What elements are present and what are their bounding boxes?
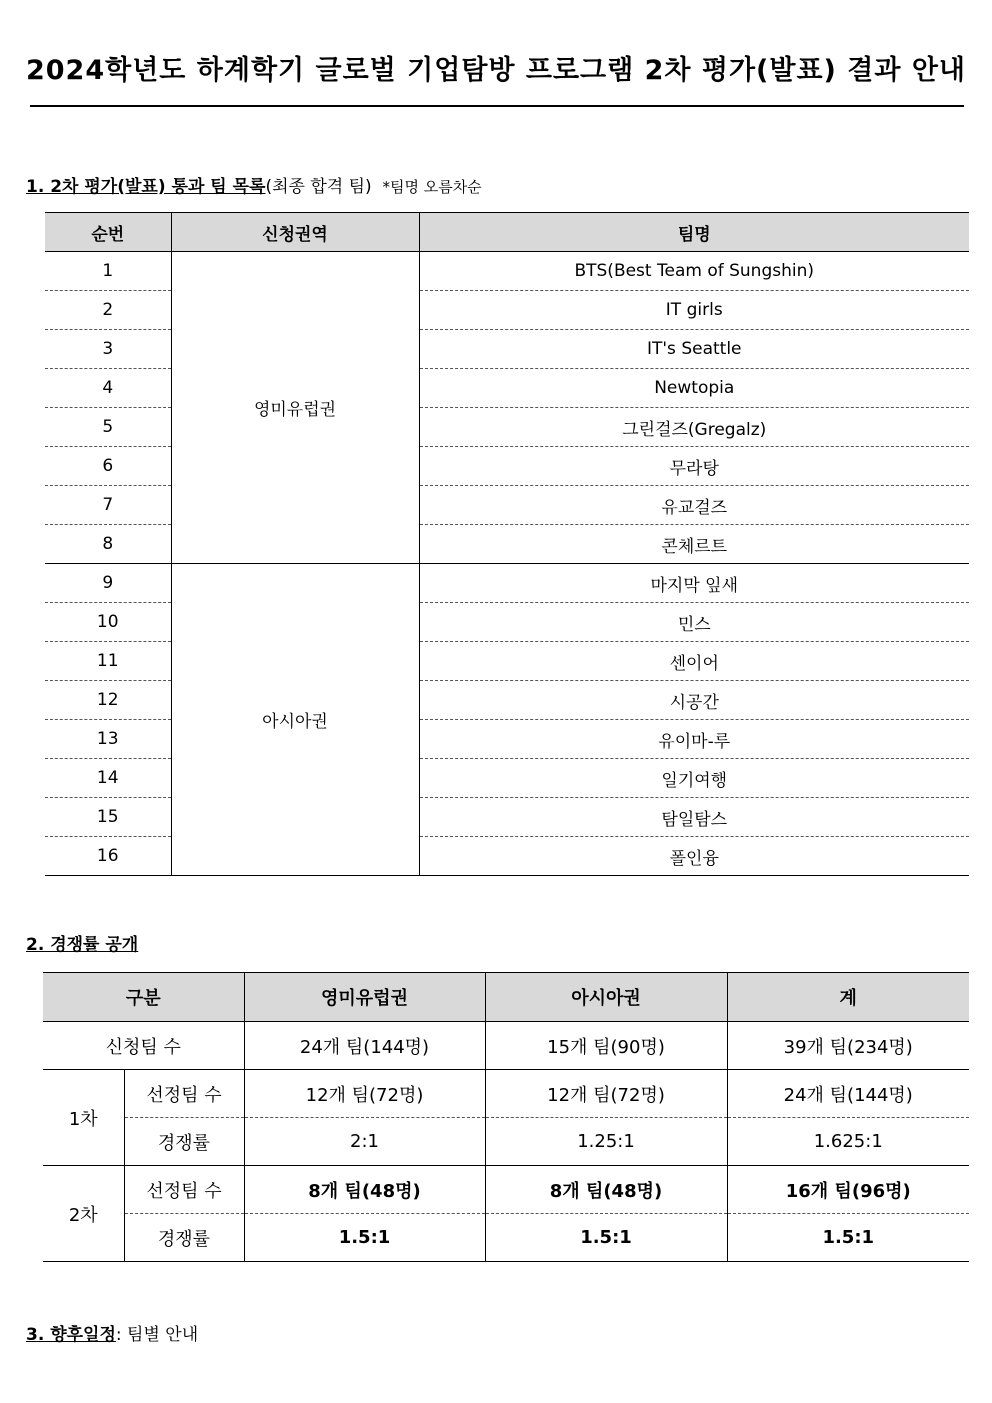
team-name: 무라탕 [419, 447, 969, 486]
round1-ratio-row [43, 1118, 969, 1166]
team-region: 영미유럽권 [171, 252, 419, 564]
team-name: Newtopia [419, 369, 969, 408]
apply-value: 39개 팀(234명) [727, 1022, 969, 1070]
round1-selected-value: 24개 팀(144명) [727, 1070, 969, 1118]
section3-title: 3. 향후일정 [26, 1325, 116, 1345]
section3-text: : 팀별 안내 [115, 1325, 199, 1345]
round2-selected-row [43, 1166, 969, 1214]
team-name: 탐일탐스 [419, 798, 969, 837]
team-no: 7 [45, 486, 171, 525]
title-divider [30, 105, 964, 107]
team-no: 1 [45, 252, 171, 291]
header-no: 순번 [45, 213, 171, 252]
header-team: 팀명 [419, 213, 969, 252]
team-name: IT's Seattle [419, 330, 969, 369]
teams-table [45, 212, 969, 876]
round1-selected-value: 12개 팀(72명) [244, 1070, 485, 1118]
team-name: 민스 [419, 603, 969, 642]
team-name: IT girls [419, 291, 969, 330]
header-category: 구분 [43, 973, 244, 1022]
team-row [45, 252, 969, 291]
apply-value: 24개 팀(144명) [244, 1022, 485, 1070]
teams-table-header [45, 213, 969, 252]
header-americas-europe: 영미유럽권 [244, 973, 485, 1022]
team-row [45, 564, 969, 603]
header-total: 계 [727, 973, 969, 1022]
team-name: 일기여행 [419, 759, 969, 798]
competition-table [43, 972, 969, 1262]
team-name: 폴인융 [419, 837, 969, 876]
round1-label: 1차 [43, 1070, 124, 1166]
competition-table-header [43, 973, 969, 1022]
section1-heading [26, 172, 482, 197]
team-no: 11 [45, 642, 171, 681]
apply-label: 신청팀 수 [43, 1022, 244, 1070]
round2-ratio-label: 경쟁률 [124, 1214, 244, 1262]
team-no: 14 [45, 759, 171, 798]
page-title: 2024학년도 하계학기 글로벌 기업탐방 프로그램 2차 평가(발표) 결과 안내 [25, 55, 967, 86]
team-no: 9 [45, 564, 171, 603]
team-no: 13 [45, 720, 171, 759]
round2-label: 2차 [43, 1166, 124, 1262]
round2-selected-label: 선정팀 수 [124, 1166, 244, 1214]
team-no: 4 [45, 369, 171, 408]
team-name: 유이마-루 [419, 720, 969, 759]
apply-value: 15개 팀(90명) [485, 1022, 727, 1070]
round2-selected-value: 8개 팀(48명) [244, 1166, 485, 1214]
round1-selected-value: 12개 팀(72명) [485, 1070, 727, 1118]
round2-ratio-value: 1.5:1 [727, 1214, 969, 1262]
round1-ratio-label: 경쟁률 [124, 1118, 244, 1166]
team-no: 5 [45, 408, 171, 447]
round2-ratio-row [43, 1214, 969, 1262]
round1-selected-row [43, 1070, 969, 1118]
team-name: 센이어 [419, 642, 969, 681]
round2-ratio-value: 1.5:1 [244, 1214, 485, 1262]
section1-note: *팀명 오름차순 [382, 178, 482, 196]
round2-selected-value: 16개 팀(96명) [727, 1166, 969, 1214]
section2-heading [26, 930, 138, 955]
team-no: 15 [45, 798, 171, 837]
section1-subtitle: (최종 합격 팀) [265, 177, 372, 197]
team-no: 6 [45, 447, 171, 486]
section1-title: 1. 2차 평가(발표) 통과 팀 목록 [26, 177, 266, 197]
team-no: 3 [45, 330, 171, 369]
team-no: 12 [45, 681, 171, 720]
team-name: 그린걸즈(Gregalz) [419, 408, 969, 447]
apply-row [43, 1022, 969, 1070]
team-no: 16 [45, 837, 171, 876]
round1-ratio-value: 2:1 [244, 1118, 485, 1166]
header-region: 신청권역 [171, 213, 419, 252]
round1-ratio-value: 1.25:1 [485, 1118, 727, 1166]
team-name: 콘체르트 [419, 525, 969, 564]
section3-heading [26, 1320, 198, 1345]
header-asia: 아시아권 [485, 973, 727, 1022]
team-name: 시공간 [419, 681, 969, 720]
team-no: 2 [45, 291, 171, 330]
round1-ratio-value: 1.625:1 [727, 1118, 969, 1166]
team-no: 10 [45, 603, 171, 642]
team-name: 마지막 잎새 [419, 564, 969, 603]
team-no: 8 [45, 525, 171, 564]
round2-ratio-value: 1.5:1 [485, 1214, 727, 1262]
round2-selected-value: 8개 팀(48명) [485, 1166, 727, 1214]
team-region: 아시아권 [171, 564, 419, 876]
round1-selected-label: 선정팀 수 [124, 1070, 244, 1118]
team-name: BTS(Best Team of Sungshin) [419, 252, 969, 291]
team-name: 유교걸즈 [419, 486, 969, 525]
section2-title: 2. 경쟁률 공개 [26, 935, 139, 955]
